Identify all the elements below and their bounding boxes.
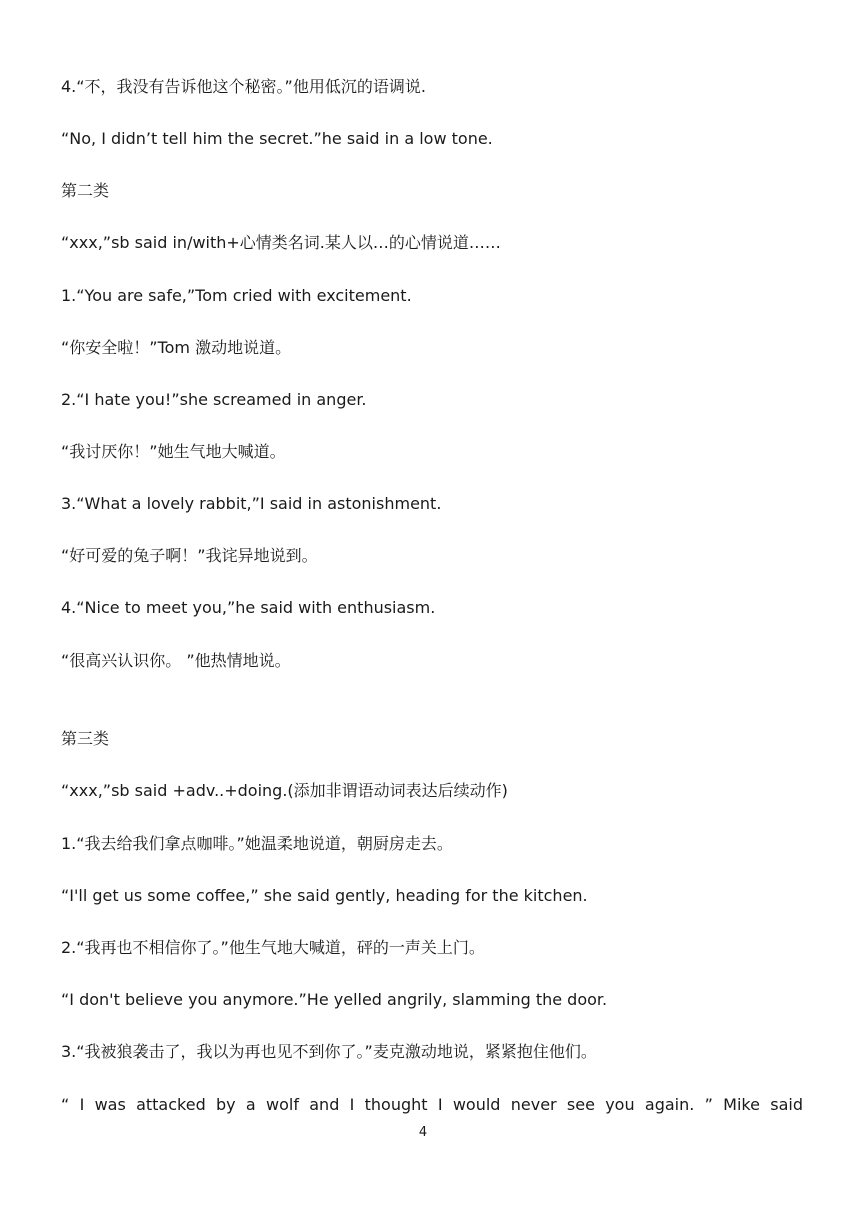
text-line-12: “很高兴认识你。 ”他热情地说。 [61,651,291,670]
text-line-6: “你安全啦！”Tom 激动地说道。 [61,338,292,357]
pattern-line-3: “xxx,”sb said +adv..+doing.(添加非谓语动词表达后续动作) [61,781,508,800]
text-line-2: “No, I didn’t tell him the secret.”he said in a low tone. [61,129,493,148]
text-line-16: “I'll get us some coffee,” she said gently, heading for the kitchen. [61,886,588,905]
section-heading-2: 第二类 [61,181,110,200]
text-line-19: 3.“我被狼袭击了，我以为再也见不到你了。”麦克激动地说，紧紧抱住他们。 [61,1042,597,1061]
text-line-10: “好可爱的兔子啊！”我诧异地说到。 [61,546,318,565]
text-line-5: 1.“You are safe,”Tom cried with excitement. [61,286,412,305]
text-line-11: 4.“Nice to meet you,”he said with enthusiasm. [61,598,436,617]
section-heading-3: 第三类 [61,729,110,748]
text-line-17: 2.“我再也不相信你了。”他生气地大喊道，砰的一声关上门。 [61,938,485,957]
page-number: 4 [418,1125,428,1140]
text-line-1: 4.“不，我没有告诉他这个秘密。”他用低沉的语调说. [61,77,426,96]
text-line-15: 1.“我去给我们拿点咖啡。”她温柔地说道，朝厨房走去。 [61,834,453,853]
text-line-20: “ I was attacked by a wolf and I thought I would never see you again. ” Mike said [61,1095,803,1114]
text-line-8: “我讨厌你！”她生气地大喊道。 [61,442,286,461]
pattern-line-2: “xxx,”sb said in/with+心情类名词.某人以…的心情说道…… [61,233,501,252]
text-line-18: “I don't believe you anymore.”He yelled angrily, slamming the door. [61,990,608,1009]
text-line-9: 3.“What a lovely rabbit,”I said in astonishment. [61,494,442,513]
text-line-7: 2.“I hate you!”she screamed in anger. [61,390,367,409]
